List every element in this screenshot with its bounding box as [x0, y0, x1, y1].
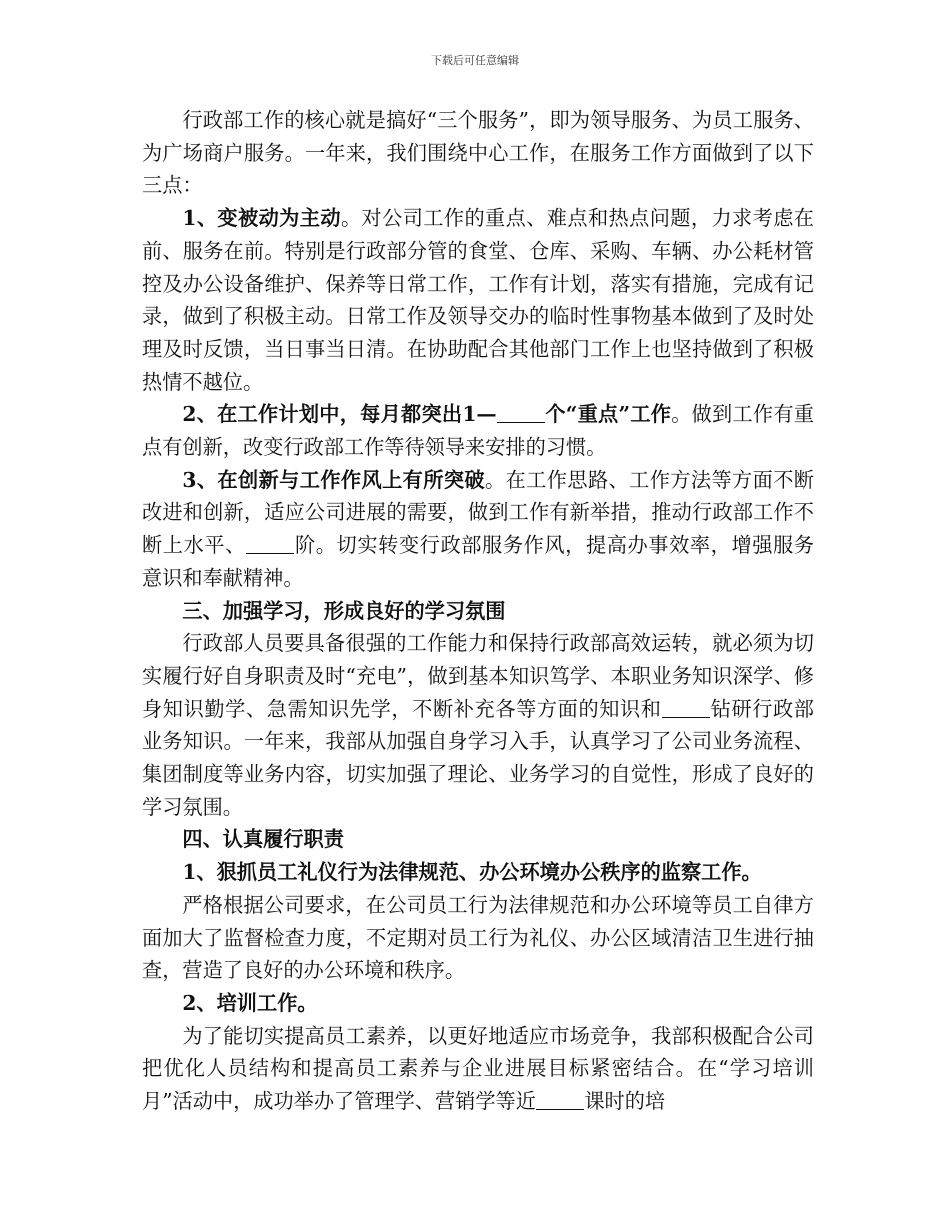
- paragraph-work-plan: 2、在工作计划中，每月都突出1— 个“重点”工作。做到工作有重点有创新，改变行政部工作等待领导来安排的习惯。: [142, 402, 814, 460]
- paragraph-innovation: 3、在创新与工作作风上有所突破。在工作思路、工作方法等方面不断改进和创新，适应公司进展的需要，做到工作有新举措，推动行政部工作不断上水平、 阶。切实转变行政部服务作风，提高办事效率，增强服务意识和奉献精神。: [142, 467, 814, 590]
- item-heading: 1、变被动为主动: [182, 206, 341, 231]
- item-heading-supervision: 1、狠抓员工礼仪行为法律规范、办公环境办公秩序的监察工作。: [182, 860, 762, 885]
- item-heading: 2、在工作计划中，每月都突出1—: [182, 402, 497, 427]
- paragraph-learning: 行政部人员要具备很强的工作能力和保持行政部高效运转，就必须为切实履行好自身职责及时“充电”，做到基本知识笃学、本职业务知识深学、修身知识勤学、急需知识先学，不断补充各等方面的知识和 钻研行政部业务知识。一年来，我部从加强自身学习入手，认真学习了公司业务流程、集团制度等业务内容，切实加强了理论、业务学习的自觉性，形成了良好的学习氛围。: [142, 631, 814, 819]
- paragraph-service-intro: 行政部工作的核心就是搞好“三个服务”，即为领导服务、为员工服务、为广场商户服务。一年来，我们围绕中心工作，在服务工作方面做到了以下三点：: [142, 108, 814, 198]
- paragraph-supervision: 严格根据公司要求，在公司员工行为法律规范和办公环境等员工自律方面加大了监督检查力度，不定期对员工行为礼仪、办公区域清洁卫生进行抽查，营造了良好的办公环境和秩序。: [142, 892, 814, 983]
- section-heading-duties: 四、认真履行职责: [182, 827, 344, 852]
- blank-underline: [246, 533, 294, 554]
- section-heading-learning: 三、加强学习，形成良好的学习氛围: [182, 598, 506, 623]
- document-body: [142, 104, 814, 1118]
- blank-underline: [536, 1089, 584, 1110]
- paragraph-proactive: 1、变被动为主动。对公司工作的重点、难点和热点问题，力求考虑在前、服务在前。特别是行政部分管的食堂、仓库、采购、车辆、办公耗材管控及办公设备维护、保养等日常工作，工作有计划，落实有措施，完成有记录，做到了积极主动。日常工作及领导交办的临时性事物基本做到了及时处理及时反馈，当日事当日清。在协助配合其他部门工作上也坚持做到了积极热情不越位。: [142, 206, 814, 394]
- item-heading: 3、在创新与工作作风上有所突破: [182, 467, 486, 492]
- blank-underline: [497, 402, 545, 423]
- blank-underline: [662, 696, 710, 717]
- paragraph-training: 为了能切实提高员工素养，以更好地适应市场竞争，我部积极配合公司把优化人员结构和提高员工素养与企业进展目标紧密结合。在“学习培训月”活动中，成功举办了管理学、营销学等近 课时的培: [142, 1023, 814, 1114]
- item-heading-training: 2、培训工作。: [182, 990, 318, 1015]
- page-header: 下载后可任意编辑: [431, 54, 519, 67]
- item-heading: 个“重点”工作: [545, 402, 672, 427]
